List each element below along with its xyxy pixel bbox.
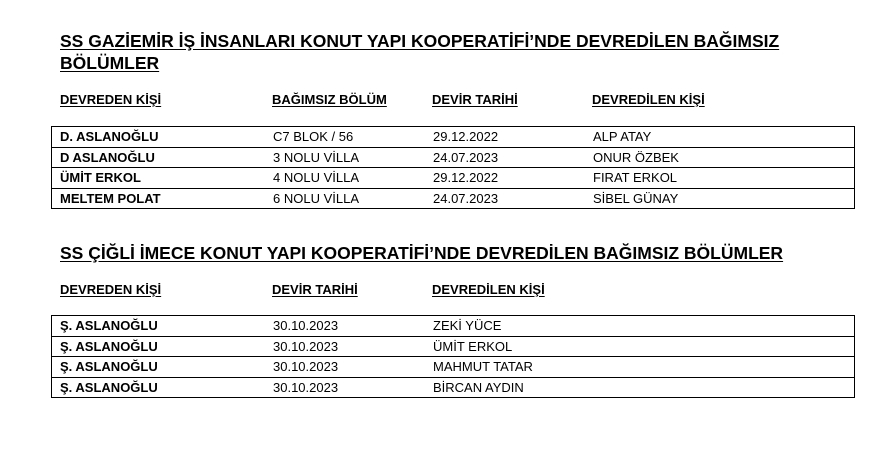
date-cell: 29.12.2022	[433, 129, 499, 145]
table-row	[52, 377, 855, 398]
transferor-cell: Ş. ASLANOĞLU	[60, 359, 158, 375]
section2-header-transferor: DEVREDEN KİŞİ	[60, 282, 162, 297]
table-row	[52, 127, 855, 148]
unit-cell: 4 NOLU VİLLA	[273, 170, 359, 186]
transferee-cell: ÜMİT ERKOL	[433, 338, 513, 354]
transferor-cell: D ASLANOĞLU	[60, 149, 155, 165]
transferee-cell: BİRCAN AYDIN	[433, 379, 524, 395]
transferee-cell: MAHMUT TATAR	[433, 359, 533, 375]
section1-table	[51, 126, 855, 209]
transferee-cell: ALP ATAY	[593, 129, 652, 145]
section2-header-date: DEVİR TARİHİ	[272, 282, 358, 297]
date-cell: 24.07.2023	[433, 149, 499, 165]
date-cell: 30.10.2023	[273, 379, 339, 395]
transferor-cell: ÜMİT ERKOL	[60, 170, 141, 186]
unit-cell: 6 NOLU VİLLA	[273, 190, 359, 206]
transferee-cell: ZEKİ YÜCE	[433, 318, 502, 334]
date-cell: 30.10.2023	[273, 359, 339, 375]
section1-header-unit: BAĞIMSIZ BÖLÜM	[272, 92, 387, 107]
table-row	[52, 336, 855, 357]
table-row	[52, 316, 855, 337]
section2-title: SS ÇİĞLİ İMECE KONUT YAPI KOOPERATİFİ’NDE DEVREDİLEN BAĞIMSIZ BÖLÜMLER	[60, 243, 784, 263]
table-row	[52, 168, 855, 189]
table-row	[52, 188, 855, 209]
transferee-cell: FIRAT ERKOL	[593, 170, 678, 186]
transferor-cell: Ş. ASLANOĞLU	[60, 379, 158, 395]
transferor-cell: D. ASLANOĞLU	[60, 129, 159, 145]
section1-header-transferor: DEVREDEN KİŞİ	[60, 92, 162, 107]
section1-header-transferee: DEVREDİLEN KİŞİ	[592, 92, 705, 107]
transferee-cell: SİBEL GÜNAY	[593, 190, 679, 206]
section2-table	[51, 315, 855, 398]
transferor-cell: MELTEM POLAT	[60, 190, 161, 206]
date-cell: 30.10.2023	[273, 318, 339, 334]
table-row	[52, 147, 855, 168]
transferor-cell: Ş. ASLANOĞLU	[60, 318, 158, 334]
section1-header-date: DEVİR TARİHİ	[432, 92, 518, 107]
section2-header-transferee: DEVREDİLEN KİŞİ	[432, 282, 545, 297]
date-cell: 24.07.2023	[433, 190, 499, 206]
section1-title: SS GAZİEMİR İŞ İNSANLARI KONUT YAPI KOOPERATİFİ’NDE DEVREDİLEN BAĞIMSIZ BÖLÜMLER	[60, 31, 780, 73]
date-cell: 29.12.2022	[433, 170, 499, 186]
transferor-cell: Ş. ASLANOĞLU	[60, 338, 158, 354]
date-cell: 30.10.2023	[273, 338, 339, 354]
transferee-cell: ONUR ÖZBEK	[593, 149, 679, 165]
table-row	[52, 357, 855, 378]
unit-cell: 3 NOLU VİLLA	[273, 149, 359, 165]
unit-cell: C7 BLOK / 56	[273, 129, 354, 145]
